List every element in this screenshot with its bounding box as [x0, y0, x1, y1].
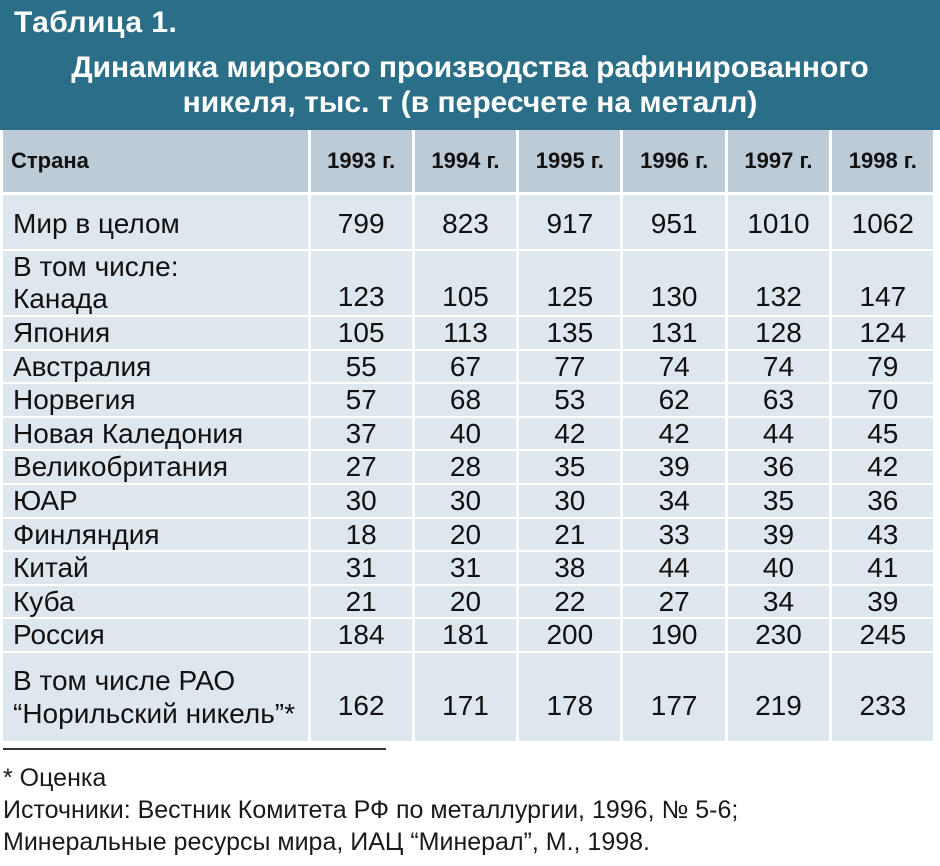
cell-value: 230 [726, 618, 830, 652]
cell-value: 45 [831, 417, 935, 451]
cell-value: 951 [622, 194, 726, 251]
cell-value: 135 [518, 316, 622, 350]
nickel-production-table [3, 130, 936, 743]
cell-value: 40 [726, 551, 830, 585]
row-label: Россия [3, 618, 309, 652]
cell-value: 128 [726, 316, 830, 350]
cell-value: 31 [413, 551, 517, 585]
cell-value: 42 [831, 450, 935, 484]
cell-value: 35 [518, 450, 622, 484]
cell-value: 34 [726, 585, 830, 619]
cell-value: 147 [831, 250, 935, 316]
cell-value: 184 [309, 618, 413, 652]
table-row [3, 383, 935, 417]
table-header-row [3, 130, 935, 194]
cell-value: 219 [726, 652, 830, 742]
table-row-norilsk-nickel [3, 652, 935, 742]
row-label: Мир в целом [3, 194, 309, 251]
cell-value: 799 [309, 194, 413, 251]
row-label [3, 652, 309, 742]
table-row [3, 518, 935, 552]
table-row [3, 316, 935, 350]
cell-value: 20 [413, 585, 517, 619]
table-title [0, 50, 940, 120]
row-label: Япония [3, 316, 309, 350]
cell-value: 18 [309, 518, 413, 552]
cell-value: 105 [413, 250, 517, 316]
cell-value: 39 [831, 585, 935, 619]
cell-value: 40 [413, 417, 517, 451]
cell-value: 20 [413, 518, 517, 552]
cell-value: 68 [413, 383, 517, 417]
column-header-year: 1995 г. [518, 130, 622, 194]
cell-value: 823 [413, 194, 517, 251]
cell-value: 42 [622, 417, 726, 451]
cell-value: 124 [831, 316, 935, 350]
cell-value: 44 [622, 551, 726, 585]
cell-value: 131 [622, 316, 726, 350]
cell-value: 36 [726, 450, 830, 484]
cell-value: 125 [518, 250, 622, 316]
cell-value: 123 [309, 250, 413, 316]
table-title-line-2: никеля, тыс. т (в пересчете на металл) [182, 86, 758, 119]
cell-value: 33 [622, 518, 726, 552]
table-title-line-1: Динамика мирового производства рафинированного [71, 51, 869, 84]
cell-value: 22 [518, 585, 622, 619]
table-caption-header [0, 0, 940, 130]
cell-value: 37 [309, 417, 413, 451]
row-label-line-2: “Норильский никель”* [13, 697, 296, 729]
cell-value: 79 [831, 350, 935, 384]
table-row [3, 551, 935, 585]
cell-value: 178 [518, 652, 622, 742]
cell-value: 30 [413, 484, 517, 518]
row-label: Новая Каледония [3, 417, 309, 451]
cell-value: 177 [622, 652, 726, 742]
table-row [3, 618, 935, 652]
cell-value: 39 [726, 518, 830, 552]
column-header-country: Страна [3, 130, 309, 194]
row-label: ЮАР [3, 484, 309, 518]
cell-value: 113 [413, 316, 517, 350]
cell-value: 21 [309, 585, 413, 619]
row-label: Финляндия [3, 518, 309, 552]
cell-value: 36 [831, 484, 935, 518]
data-table-container [3, 130, 935, 743]
cell-value: 44 [726, 417, 830, 451]
column-header-year: 1997 г. [726, 130, 830, 194]
cell-value: 38 [518, 551, 622, 585]
cell-value: 132 [726, 250, 830, 316]
table-row [3, 417, 935, 451]
cell-value: 41 [831, 551, 935, 585]
cell-value: 1062 [831, 194, 935, 251]
cell-value: 70 [831, 383, 935, 417]
cell-value: 21 [518, 518, 622, 552]
footnote-source-line-2: Минеральные ресурсы мира, ИАЦ “Минерал”, М., 1998. [3, 828, 650, 856]
column-header-year: 1998 г. [831, 130, 935, 194]
footnote-estimate: * Оценка [3, 764, 107, 792]
cell-value: 35 [726, 484, 830, 518]
cell-value: 67 [413, 350, 517, 384]
row-label: Китай [3, 551, 309, 585]
cell-value: 917 [518, 194, 622, 251]
cell-value: 53 [518, 383, 622, 417]
cell-value: 34 [622, 484, 726, 518]
table-row-canada [3, 250, 935, 316]
cell-value: 30 [518, 484, 622, 518]
cell-value: 28 [413, 450, 517, 484]
cell-value: 43 [831, 518, 935, 552]
cell-value: 30 [309, 484, 413, 518]
row-label: Норвегия [3, 383, 309, 417]
column-header-year: 1996 г. [622, 130, 726, 194]
cell-value: 74 [622, 350, 726, 384]
cell-value: 245 [831, 618, 935, 652]
cell-value: 57 [309, 383, 413, 417]
cell-value: 233 [831, 652, 935, 742]
row-label-line-1: В том числе РАО [13, 664, 236, 696]
cell-value: 105 [309, 316, 413, 350]
column-header-year: 1993 г. [309, 130, 413, 194]
row-label: Австралия [3, 350, 309, 384]
column-header-year: 1994 г. [413, 130, 517, 194]
cell-value: 62 [622, 383, 726, 417]
cell-value: 55 [309, 350, 413, 384]
cell-value: 74 [726, 350, 830, 384]
cell-value: 162 [309, 652, 413, 742]
cell-value: 1010 [726, 194, 830, 251]
cell-value: 63 [726, 383, 830, 417]
cell-value: 27 [622, 585, 726, 619]
cell-value: 31 [309, 551, 413, 585]
cell-value: 190 [622, 618, 726, 652]
cell-value: 130 [622, 250, 726, 316]
table-row [3, 585, 935, 619]
including-label: В том числе: [13, 251, 179, 282]
row-label: Великобритания [3, 450, 309, 484]
cell-value: 171 [413, 652, 517, 742]
table-row [3, 484, 935, 518]
country-name: Канада [13, 283, 108, 314]
cell-value: 39 [622, 450, 726, 484]
cell-value: 27 [309, 450, 413, 484]
cell-value: 77 [518, 350, 622, 384]
table-number-label: Таблица 1. [14, 6, 178, 39]
row-label [3, 250, 309, 316]
cell-value: 42 [518, 417, 622, 451]
footnote-source-line-1: Источники: Вестник Комитета РФ по металлургии, 1996, № 5-6; [3, 796, 739, 824]
cell-value: 181 [413, 618, 517, 652]
row-label: Куба [3, 585, 309, 619]
table-row [3, 350, 935, 384]
table-row-world-total [3, 194, 935, 251]
table-row [3, 450, 935, 484]
footnote-divider [3, 748, 386, 750]
cell-value: 200 [518, 618, 622, 652]
footnotes [3, 762, 933, 858]
